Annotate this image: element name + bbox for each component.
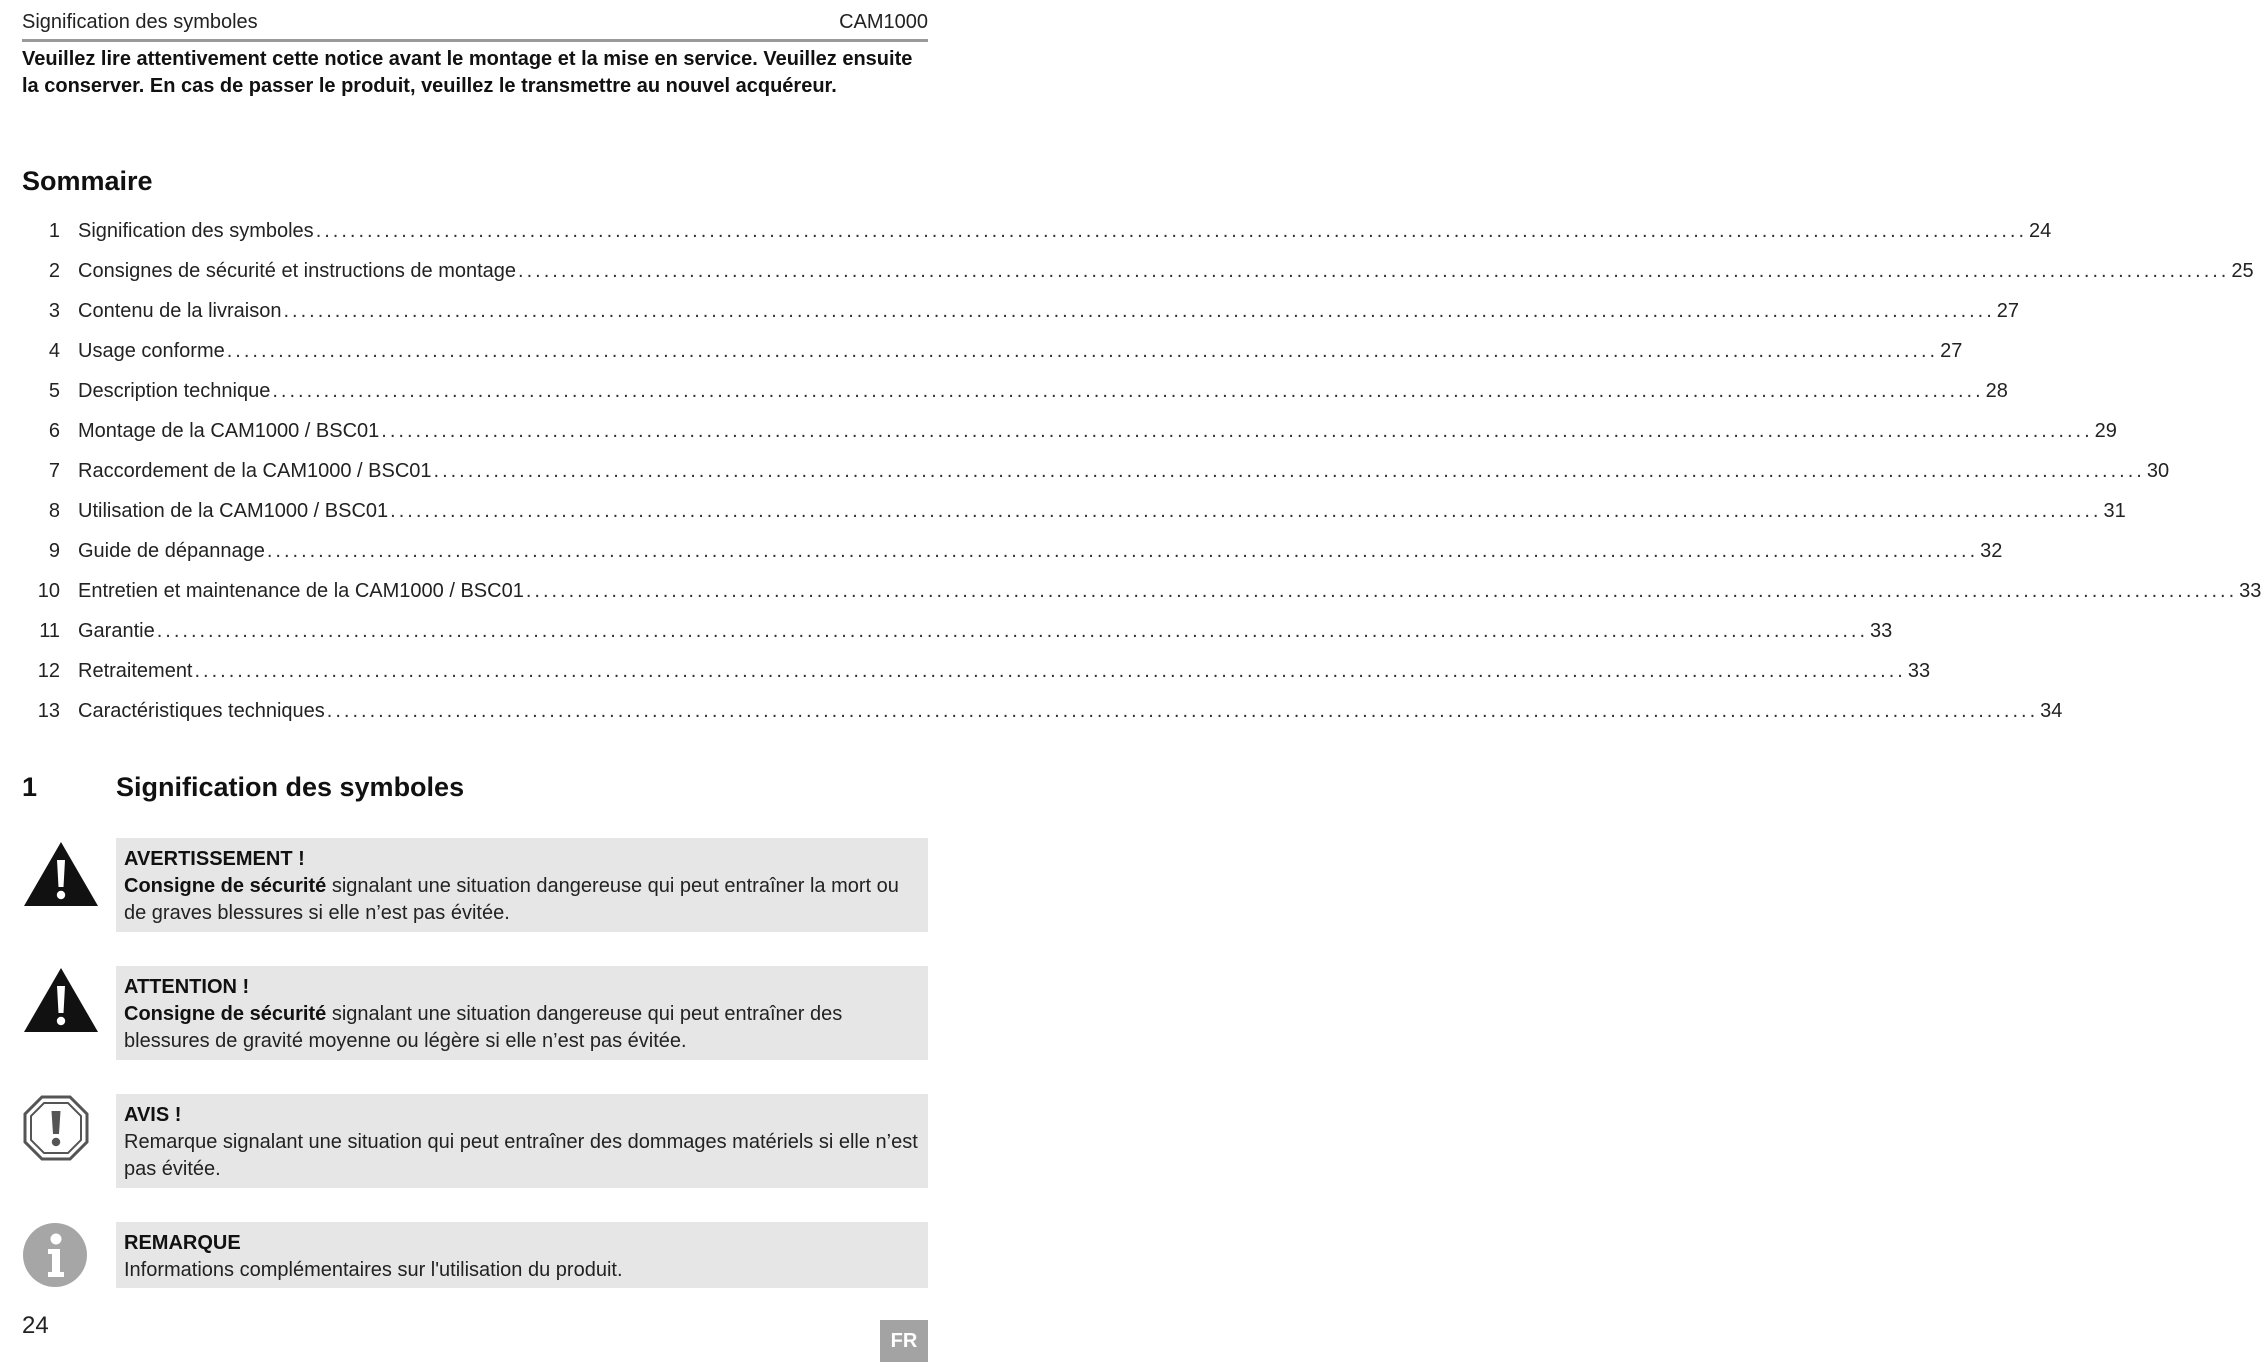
toc-entry[interactable]: [22, 420, 2117, 460]
notice-box: [116, 966, 928, 1060]
page-number: 24: [22, 1312, 49, 1339]
toc-entry-title: Description technique: [78, 380, 271, 402]
notice-lead: Consigne de sécurité: [124, 875, 327, 897]
toc-entry-number: 1: [48, 220, 60, 242]
toc-entry[interactable]: [22, 580, 2261, 620]
notice-title: ATTENTION !: [124, 976, 250, 998]
toc-entry-number: 13: [37, 700, 60, 722]
toc-entry-page: 29: [2094, 420, 2117, 442]
header-section-title: Signification des symboles: [22, 10, 258, 33]
toc-leader-dots: ........................................................................................................................................................................................................: [390, 500, 2102, 522]
toc-entry-number: 8: [48, 500, 60, 522]
header-product-code: CAM1000: [839, 10, 928, 33]
toc-entry-number: 9: [48, 540, 60, 562]
toc-entry[interactable]: [22, 540, 2003, 580]
toc-entry-number: 12: [37, 660, 60, 682]
toc-entry-title: Contenu de la livraison: [78, 300, 282, 322]
toc-entry-title: Utilisation de la CAM1000 / BSC01: [78, 500, 389, 522]
notice-text: [124, 1003, 842, 1052]
running-header: [22, 8, 928, 36]
notice-title: AVIS !: [124, 1104, 182, 1126]
notice-body: Remarque signalant une situation qui peut entraîner des dommages matériels si elle n’est pas évitée.: [124, 1131, 918, 1180]
notice-box: [116, 838, 928, 932]
toc-entry-title: Guide de dépannage: [78, 540, 265, 562]
toc-entry-title: Montage de la CAM1000 / BSC01: [78, 420, 380, 442]
toc-entry-number: 5: [48, 380, 60, 402]
toc-leader-dots: ........................................................................................................................................................................................................: [272, 380, 1984, 402]
toc-entry-number: 11: [39, 620, 60, 642]
toc-leader-dots: ........................................................................................................................................................................................................: [315, 220, 2028, 242]
toc-entry-number: 7: [48, 460, 60, 482]
toc-entry-page: 27: [1996, 300, 2020, 322]
toc-entry-title: Consignes de sécurité et instructions de montage: [78, 260, 517, 282]
toc-heading: Sommaire: [22, 166, 153, 196]
toc-entry[interactable]: [22, 460, 2170, 500]
toc-entry[interactable]: [22, 340, 1963, 380]
toc-entry[interactable]: [22, 500, 2126, 540]
toc-leader-dots: ........................................................................................................................................................................................................: [433, 460, 2145, 482]
toc-entry-page: 33: [1907, 660, 1931, 682]
toc-entry-title: Entretien et maintenance de la CAM1000 / BSC01: [78, 580, 524, 602]
toc-entry-page: 28: [1985, 380, 2008, 402]
notice-body: signalant une situation dangereuse qui peut entraîner la mort ou de graves blessures si elle n’est pas évitée.: [124, 875, 899, 924]
toc-entry[interactable]: [22, 700, 2063, 740]
toc-entry-title: Retraitement: [78, 660, 193, 682]
toc-entry-number: 10: [37, 580, 60, 602]
toc-leader-dots: ........................................................................................................................................................................................................: [381, 420, 2093, 442]
notice-title: REMARQUE: [124, 1232, 241, 1254]
notice-body: signalant une situation dangereuse qui peut entraîner des blessures de gravité moyenne ou légère si elle n’est pas évitée.: [124, 1003, 843, 1052]
header-rule: [22, 39, 928, 42]
toc-entry[interactable]: [22, 260, 2254, 300]
toc-entry-page: 33: [2239, 580, 2261, 602]
toc-entry-page: 31: [2103, 500, 2126, 522]
toc-entry-page: 32: [1980, 540, 2003, 562]
notice-box: [116, 1222, 928, 1288]
toc-entry-number: 3: [48, 300, 60, 322]
toc-entry-page: 27: [1940, 340, 1963, 362]
notice-lead: Consigne de sécurité: [124, 1003, 327, 1025]
info-circle-icon: [22, 1222, 88, 1288]
toc-leader-dots: ........................................................................................................................................................................................................: [525, 580, 2238, 602]
notice-text: [124, 875, 899, 924]
toc-leader-dots: ........................................................................................................................................................................................................: [518, 260, 2230, 282]
toc-leader-dots: ........................................................................................................................................................................................................: [156, 620, 1869, 642]
section-number: 1: [22, 772, 38, 802]
toc-entry-title: Caractéristiques techniques: [78, 700, 325, 722]
toc-entry[interactable]: [22, 380, 2008, 420]
language-badge: FR: [880, 1320, 928, 1362]
toc-entry-page: 33: [1870, 620, 1893, 642]
toc-entry[interactable]: [22, 660, 1931, 700]
toc-entry-page: 30: [2146, 460, 2170, 482]
toc-entry-page: 34: [2040, 700, 2063, 722]
notice-body: Informations complémentaires sur l'utilisation du produit.: [124, 1259, 623, 1281]
warning-triangle-icon: [22, 840, 100, 910]
toc-entry-page: 24: [2029, 220, 2052, 242]
notice-box: [116, 1094, 928, 1188]
toc-entry-title: Usage conforme: [78, 340, 225, 362]
toc-entry[interactable]: [22, 220, 2052, 260]
toc-entry-number: 2: [48, 260, 60, 282]
toc-entry[interactable]: [22, 620, 1893, 660]
toc-entry-page: 25: [2231, 260, 2254, 282]
table-of-contents: [22, 220, 2261, 740]
toc-entry-title: Raccordement de la CAM1000 / BSC01: [78, 460, 432, 482]
toc-entry-number: 6: [48, 420, 60, 442]
notice-title: AVERTISSEMENT !: [124, 848, 305, 870]
toc-entry-title: Signification des symboles: [78, 220, 314, 242]
toc-entry-number: 4: [48, 340, 60, 362]
toc-leader-dots: ........................................................................................................................................................................................................: [194, 660, 1906, 682]
toc-leader-dots: ........................................................................................................................................................................................................: [283, 300, 1995, 322]
octagon-exclamation-icon: [22, 1094, 90, 1162]
toc-leader-dots: ........................................................................................................................................................................................................: [326, 700, 2039, 722]
toc-entry[interactable]: [22, 300, 2020, 340]
toc-entry-title: Garantie: [78, 620, 155, 642]
manual-page: [22, 0, 2261, 1365]
section-title: Signification des symboles: [116, 772, 465, 802]
intro-paragraph: Veuillez lire attentivement cette notice avant le montage et la mise en service. Veuillez ensuite la conserver. En cas de passer le produit, veuillez le transmettre au nouvel acquéreur.: [22, 48, 913, 97]
toc-leader-dots: ........................................................................................................................................................................................................: [266, 540, 1979, 562]
toc-leader-dots: ........................................................................................................................................................................................................: [226, 340, 1939, 362]
caution-triangle-icon: [22, 966, 100, 1036]
